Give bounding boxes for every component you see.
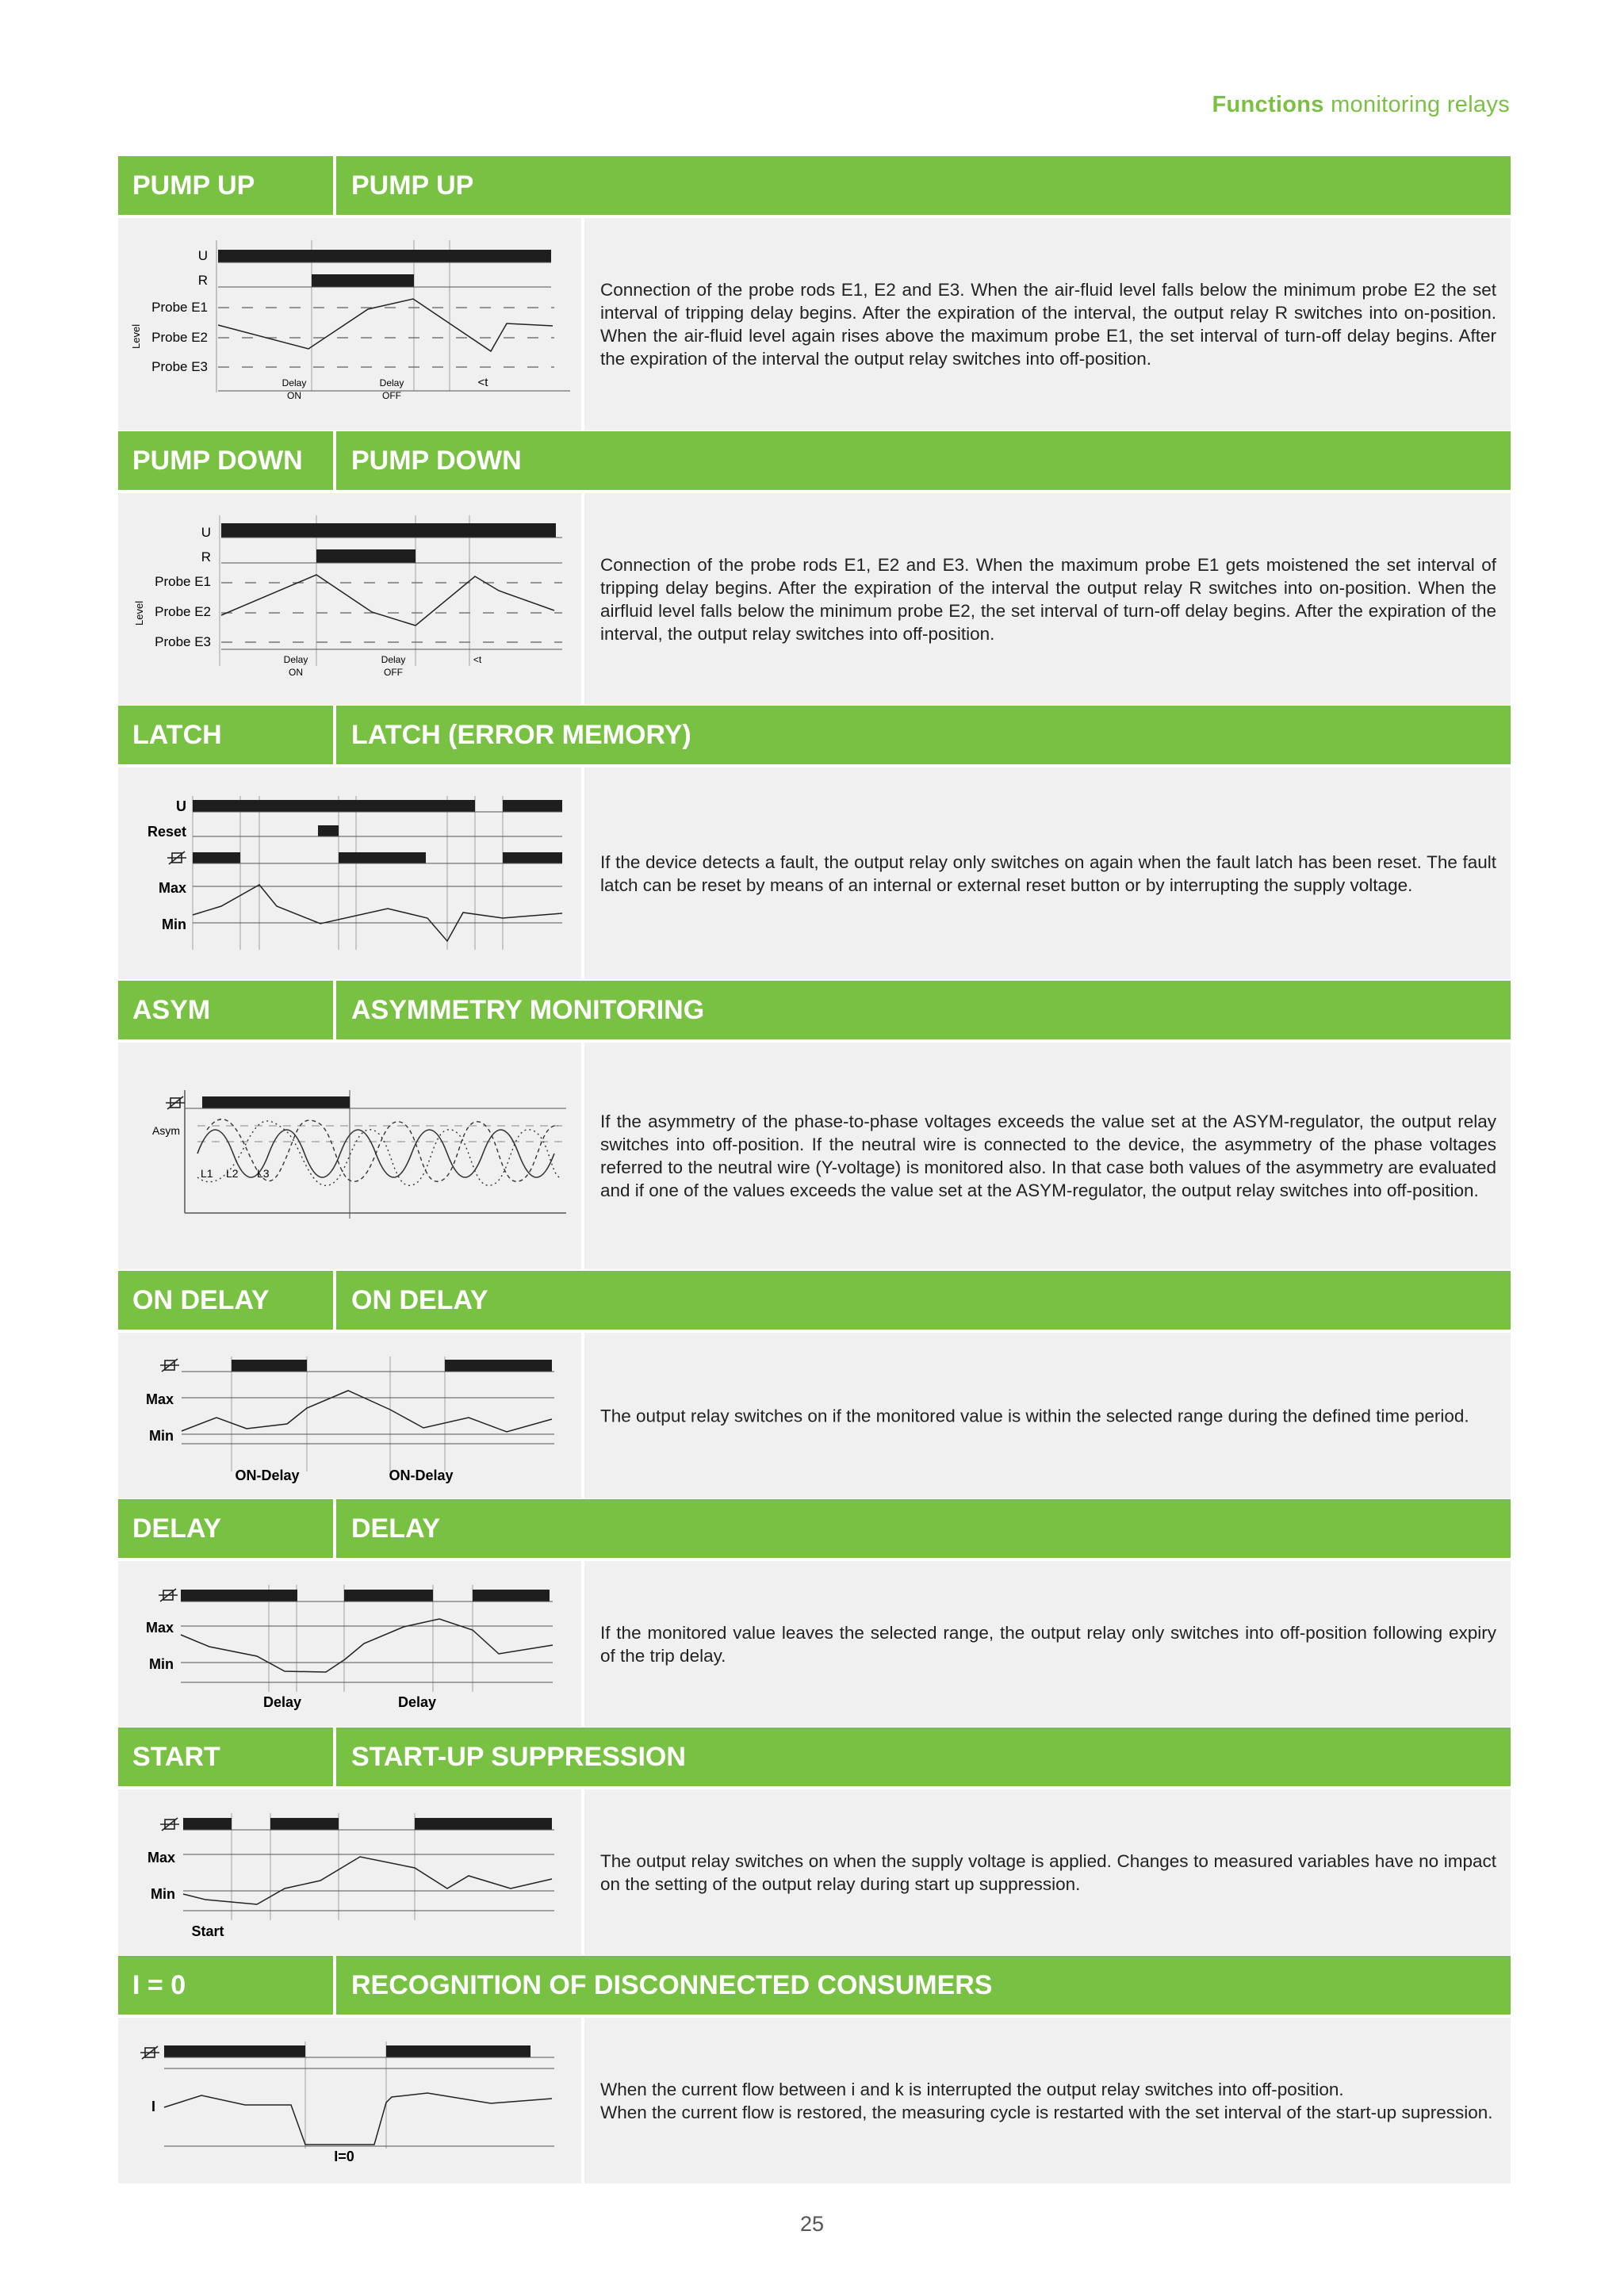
description-text: Connection of the probe rods E1, E2 and E3. When the maximum probe E1 gets moistened the set interval of tripping delay begins. After the expiration of the interval the output relay R switches into on-position. When the airfluid level falls below the minimum probe E2, the set interval of turn-off delay begins. After the expiration of the interval, the output relay switches into off-position.: [600, 554, 1496, 644]
delay-on-label-2: ON: [289, 667, 303, 678]
delay-off-label-2: OFF: [382, 390, 401, 401]
page-number: 25: [799, 2212, 825, 2236]
row-label-min: Min: [162, 916, 186, 932]
description-text: If the monitored value leaves the selected range, the output relay only switches into off-position following expiry of the trip delay.: [600, 1622, 1496, 1666]
section-long-title: LATCH (ERROR MEMORY): [351, 720, 691, 750]
row-label-u: U: [197, 248, 208, 263]
section-body: [118, 1789, 1511, 1955]
delay-on-label-1: Delay: [283, 654, 308, 665]
section-body: [118, 2018, 1511, 2183]
section-long-title: ON DELAY: [351, 1285, 488, 1315]
asym-diagram: [118, 1043, 584, 1269]
row-label-u: U: [176, 798, 186, 814]
row-label-e1: Probe E1: [155, 574, 211, 589]
on-delay-label-2: ON-Delay: [389, 1468, 454, 1483]
i-zero-label: I=0: [334, 2149, 354, 2164]
section-body: [118, 218, 1511, 430]
section-header: [118, 1271, 1511, 1330]
row-label-max: Max: [145, 1391, 174, 1407]
section-header: [118, 1728, 1511, 1786]
section-body: [118, 1043, 1511, 1269]
description-line-1: When the current flow between i and k is interrupted the output relay switches into off-position.: [600, 2079, 1344, 2099]
section-short-title: DELAY: [118, 1499, 336, 1558]
l1-label: L1: [201, 1167, 213, 1180]
delay-label-2: Delay: [397, 1694, 437, 1710]
section-long-title: RECOGNITION OF DISCONNECTED CONSUMERS: [351, 1970, 993, 2000]
relay-icon: [167, 851, 186, 864]
section-body: [118, 1333, 1511, 1498]
header-rest: monitoring relays: [1331, 92, 1510, 117]
section-description: [600, 851, 1496, 897]
delay-label-1: Delay: [262, 1694, 302, 1710]
description-text: If the device detects a fault, the output relay only switches on again when the fault latch has been reset. The fault latch can be reset by means of an internal or external reset button or by interrupting the supply voltage.: [600, 851, 1496, 895]
header-bold: Functions: [1212, 92, 1324, 117]
section-short-title: ON DELAY: [118, 1271, 336, 1330]
lt-label: <t: [477, 376, 488, 389]
section-on-delay: [118, 1271, 1511, 1498]
section-short-title: I = 0: [118, 1956, 336, 2015]
delay-off-label-2: OFF: [384, 667, 403, 678]
section-short-title: PUMP DOWN: [118, 431, 336, 490]
section-header: [118, 706, 1511, 764]
section-short-title: START: [118, 1728, 336, 1786]
relay-icon: [160, 1818, 179, 1831]
pump-up-diagram: [118, 218, 584, 430]
section-header: [118, 1499, 1511, 1558]
row-label-min: Min: [149, 1656, 174, 1672]
section-header: [118, 156, 1511, 215]
page-header: [1212, 92, 1510, 118]
description-line-2: When the current flow is restored, the measuring cycle is restarted with the set interval of the start-up supression.: [600, 2102, 1493, 2122]
row-label-max: Max: [158, 880, 186, 896]
section-description: [600, 553, 1496, 645]
section-header: [118, 1956, 1511, 2015]
section-long-title: PUMP UP: [351, 170, 474, 201]
section-header: [118, 981, 1511, 1039]
section-long-title: START-UP SUPPRESSION: [351, 1742, 686, 1772]
start-diagram: [118, 1789, 584, 1955]
section-long-title: PUMP DOWN: [351, 446, 522, 476]
row-label-e2: Probe E2: [151, 330, 208, 345]
row-label-reset: Reset: [147, 824, 186, 840]
row-label-min: Min: [149, 1428, 174, 1444]
relay-icon: [140, 2046, 159, 2059]
start-label: Start: [191, 1923, 224, 1939]
on-delay-label-1: ON-Delay: [235, 1468, 300, 1483]
row-label-e2: Probe E2: [155, 604, 211, 619]
section-pump-up: [118, 156, 1511, 430]
section-long-title: DELAY: [351, 1513, 441, 1544]
description-text: The output relay switches on if the monitored value is within the selected range during the defined time period.: [600, 1406, 1469, 1425]
relay-icon: [166, 1096, 185, 1109]
section-start: [118, 1728, 1511, 1955]
section-header: [118, 431, 1511, 490]
description-text: Connection of the probe rods E1, E2 and E3. When the air-fluid level falls below the minimum probe E2 the set interval of tripping delay begins. After the expiration of the interval, the output relay R switches into on-position. When the air-fluid level again rises above the maximum probe E1, the set interval of turn-off delay begins. After the expiration of the interval the output relay switches into off-position.: [600, 280, 1496, 369]
description-text: The output relay switches on when the supply voltage is applied. Changes to measured variables have no impact on the setting of the output relay during start up suppression.: [600, 1850, 1496, 1894]
axis-label-level: Level: [130, 323, 142, 349]
relay-icon: [160, 1359, 179, 1372]
section-body: [118, 493, 1511, 705]
delay-on-label-1: Delay: [282, 377, 307, 388]
section-description: [600, 1110, 1496, 1202]
section-description: [600, 1850, 1496, 1896]
section-short-title: LATCH: [118, 706, 336, 764]
row-label-r: R: [197, 273, 208, 288]
row-label-min: Min: [151, 1886, 175, 1902]
l2-label: L2: [226, 1167, 239, 1180]
l3-label: L3: [257, 1167, 270, 1180]
section-short-title: PUMP UP: [118, 156, 336, 215]
relay-icon: [159, 1589, 178, 1601]
section-i-zero: [118, 1956, 1511, 2183]
row-label-max: Max: [145, 1620, 174, 1636]
delay-off-label-1: Delay: [381, 654, 406, 665]
delay-off-label-1: Delay: [379, 377, 404, 388]
row-label-i: I: [151, 2099, 155, 2114]
section-body: [118, 767, 1511, 979]
section-delay: [118, 1499, 1511, 1727]
section-asym: [118, 981, 1511, 1269]
delay-on-label-2: ON: [287, 390, 301, 401]
row-label-e1: Probe E1: [151, 300, 208, 315]
section-latch: [118, 706, 1511, 979]
row-label-e3: Probe E3: [155, 634, 211, 649]
section-pump-down: [118, 431, 1511, 705]
row-label-u: U: [201, 525, 211, 540]
on-delay-diagram: [118, 1333, 584, 1498]
section-description: [600, 278, 1496, 370]
section-short-title: ASYM: [118, 981, 336, 1039]
row-label-r: R: [201, 549, 211, 564]
pump-down-diagram: [118, 493, 584, 705]
section-description: [600, 2078, 1496, 2124]
asym-label: Asym: [152, 1124, 180, 1137]
section-description: [600, 1404, 1496, 1427]
section-long-title: ASYMMETRY MONITORING: [351, 995, 705, 1025]
axis-label-level: Level: [133, 600, 145, 626]
row-label-max: Max: [147, 1850, 175, 1866]
delay-diagram: [118, 1561, 584, 1727]
lt-label: <t: [473, 654, 482, 665]
description-text: If the asymmetry of the phase-to-phase voltages exceeds the value set at the ASYM-regulator, the output relay switches into off-position. If the neutral wire is connected to the device, the asymmetry of the phase voltages referred to the neutral wire (Y-voltage) is monitored also. In that case both values of the asymmetry are evaluated and if one of the values exceeds the value set at the ASYM-regulator, the output relay switches into off-position.: [600, 1112, 1496, 1200]
section-body: [118, 1561, 1511, 1727]
section-description: [600, 1621, 1496, 1667]
latch-diagram: [118, 767, 584, 979]
row-label-e3: Probe E3: [151, 359, 208, 374]
i-zero-diagram: [118, 2018, 584, 2183]
